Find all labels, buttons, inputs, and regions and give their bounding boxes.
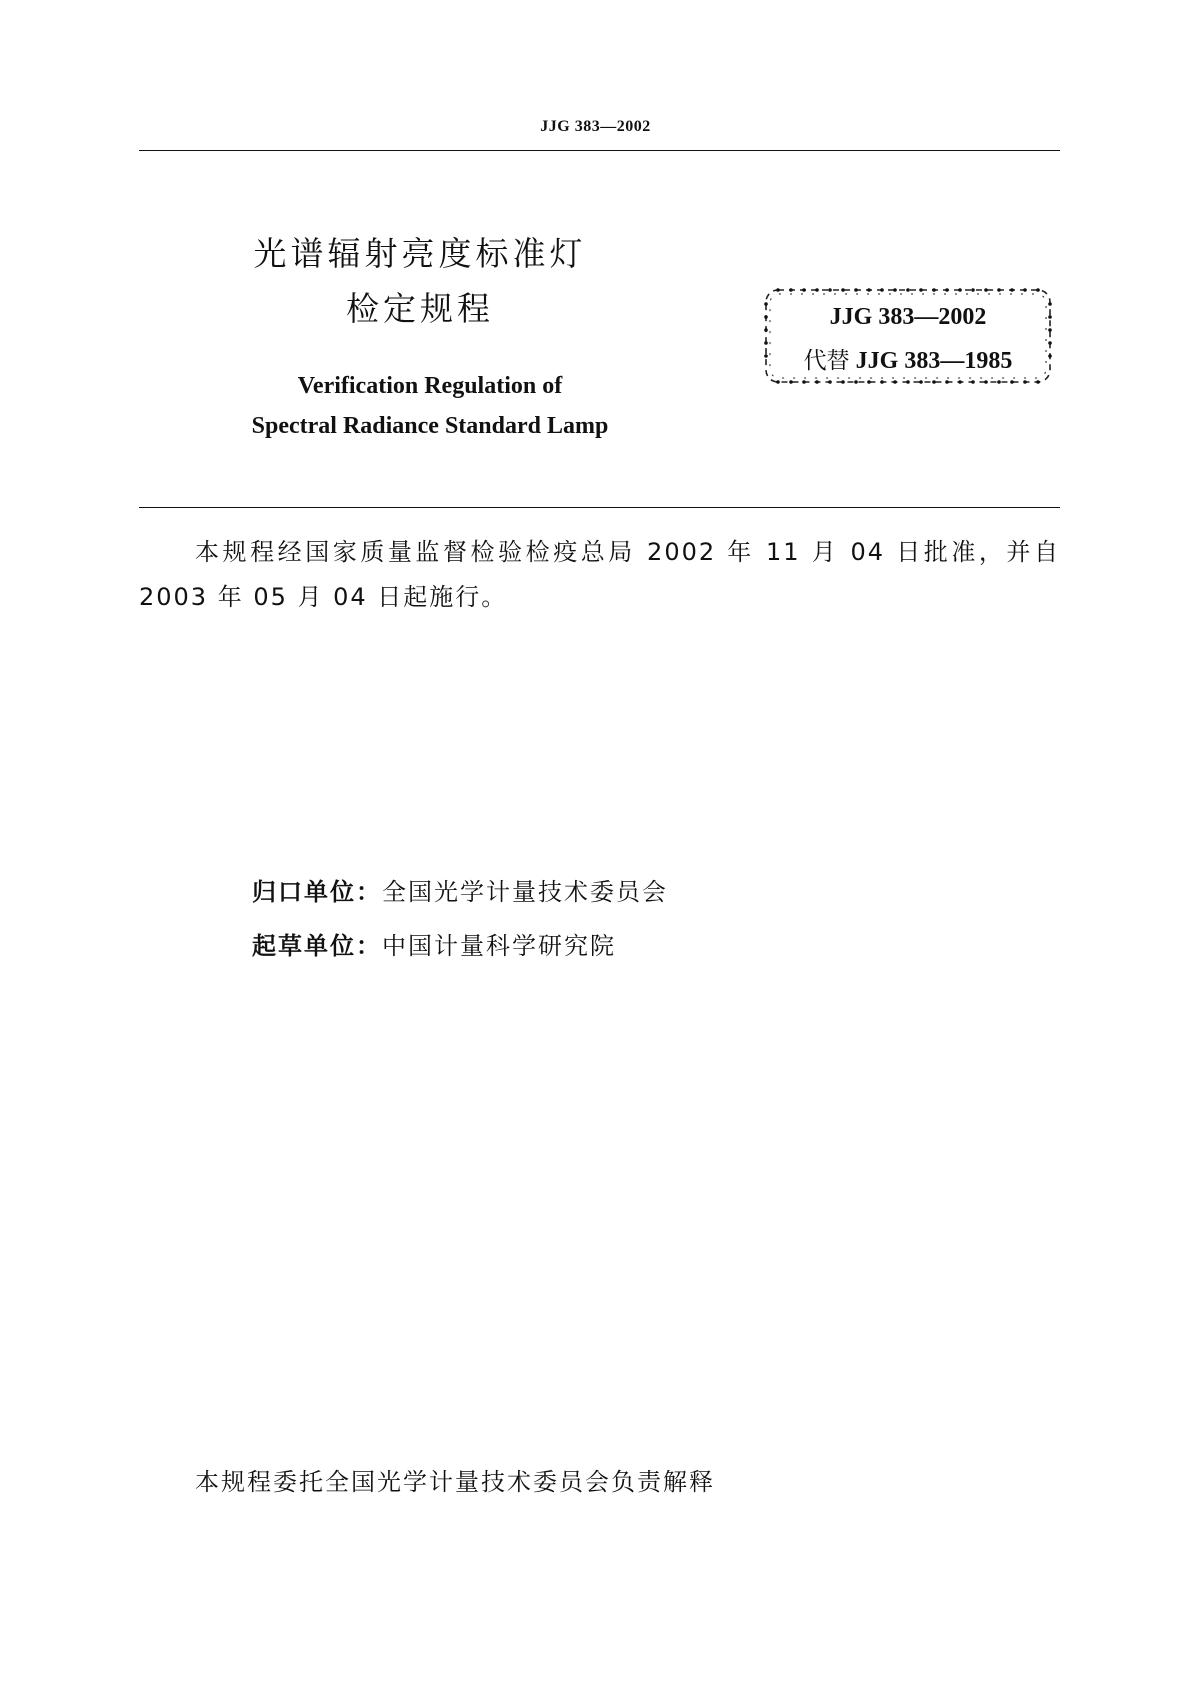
border-dot (945, 380, 949, 384)
border-dot (919, 288, 923, 292)
border-dot (841, 380, 845, 384)
title-chinese-line1: 光谱辐射亮度标准灯 (253, 234, 587, 273)
border-dot (867, 380, 871, 384)
border-dot (971, 288, 975, 292)
border-dot (867, 288, 871, 292)
border-dot (906, 380, 910, 384)
border-dot (815, 380, 819, 384)
border-dot (932, 380, 936, 384)
border-dot (828, 288, 832, 292)
border-dot (880, 380, 884, 384)
responsible-unit (252, 872, 668, 907)
header-standard-code: JJG 383—2002 (540, 118, 651, 135)
title-chinese-line2: 检定规程 (346, 289, 494, 328)
border-dot (1036, 288, 1040, 292)
border-dot (958, 380, 962, 384)
border-dot (984, 288, 988, 292)
replaces-line (760, 342, 1056, 375)
standard-number-box (760, 284, 1056, 388)
header-rule (139, 150, 1060, 151)
border-dot (971, 380, 975, 384)
border-dot (880, 288, 884, 292)
border-dot (1023, 288, 1027, 292)
border-dot (958, 288, 962, 292)
responsible-unit-value: 全国光学计量技术委员会 (382, 878, 668, 906)
border-dot (1010, 380, 1014, 384)
border-dot (1010, 288, 1014, 292)
border-dot (997, 380, 1001, 384)
standard-number-text: JJG 383—2002 (829, 304, 987, 330)
border-dot (1036, 380, 1040, 384)
border-dot (854, 288, 858, 292)
approval-paragraph: 本规程经国家质量监督检验检疫总局 2002 年 11 月 04 日批准，并自 2003 年 05 月 04 日起施行。 (139, 538, 1060, 611)
border-dot (854, 380, 858, 384)
drafting-unit (252, 926, 616, 961)
replaces-prefix: 代替 (803, 348, 850, 374)
border-dot (789, 380, 793, 384)
title-english-line1: Verification Regulation of (297, 373, 563, 399)
border-dot (893, 288, 897, 292)
border-dot (919, 380, 923, 384)
border-dot (997, 288, 1001, 292)
border-dot (828, 380, 832, 384)
border-dot (789, 288, 793, 292)
border-dot (906, 288, 910, 292)
title-english-line2: Spectral Radiance Standard Lamp (251, 413, 609, 439)
replaces-number: JJG 383—1985 (855, 348, 1013, 374)
border-dot (893, 380, 897, 384)
border-dot (841, 288, 845, 292)
border-dot (802, 380, 806, 384)
drafting-unit-value: 中国计量科学研究院 (382, 932, 616, 960)
responsible-unit-label: 归口单位： (252, 878, 382, 906)
border-dot (802, 288, 806, 292)
border-dot (945, 288, 949, 292)
border-dot (932, 288, 936, 292)
border-dot (776, 380, 780, 384)
drafting-unit-label: 起草单位： (252, 932, 382, 960)
standard-number (760, 304, 1056, 331)
title-rule (139, 507, 1060, 508)
border-dot (1023, 380, 1027, 384)
border-dot (776, 288, 780, 292)
border-dot (984, 380, 988, 384)
interpretation-note: 本规程委托全国光学计量技术委员会负责解释 (195, 1468, 715, 1496)
border-dot (815, 288, 819, 292)
